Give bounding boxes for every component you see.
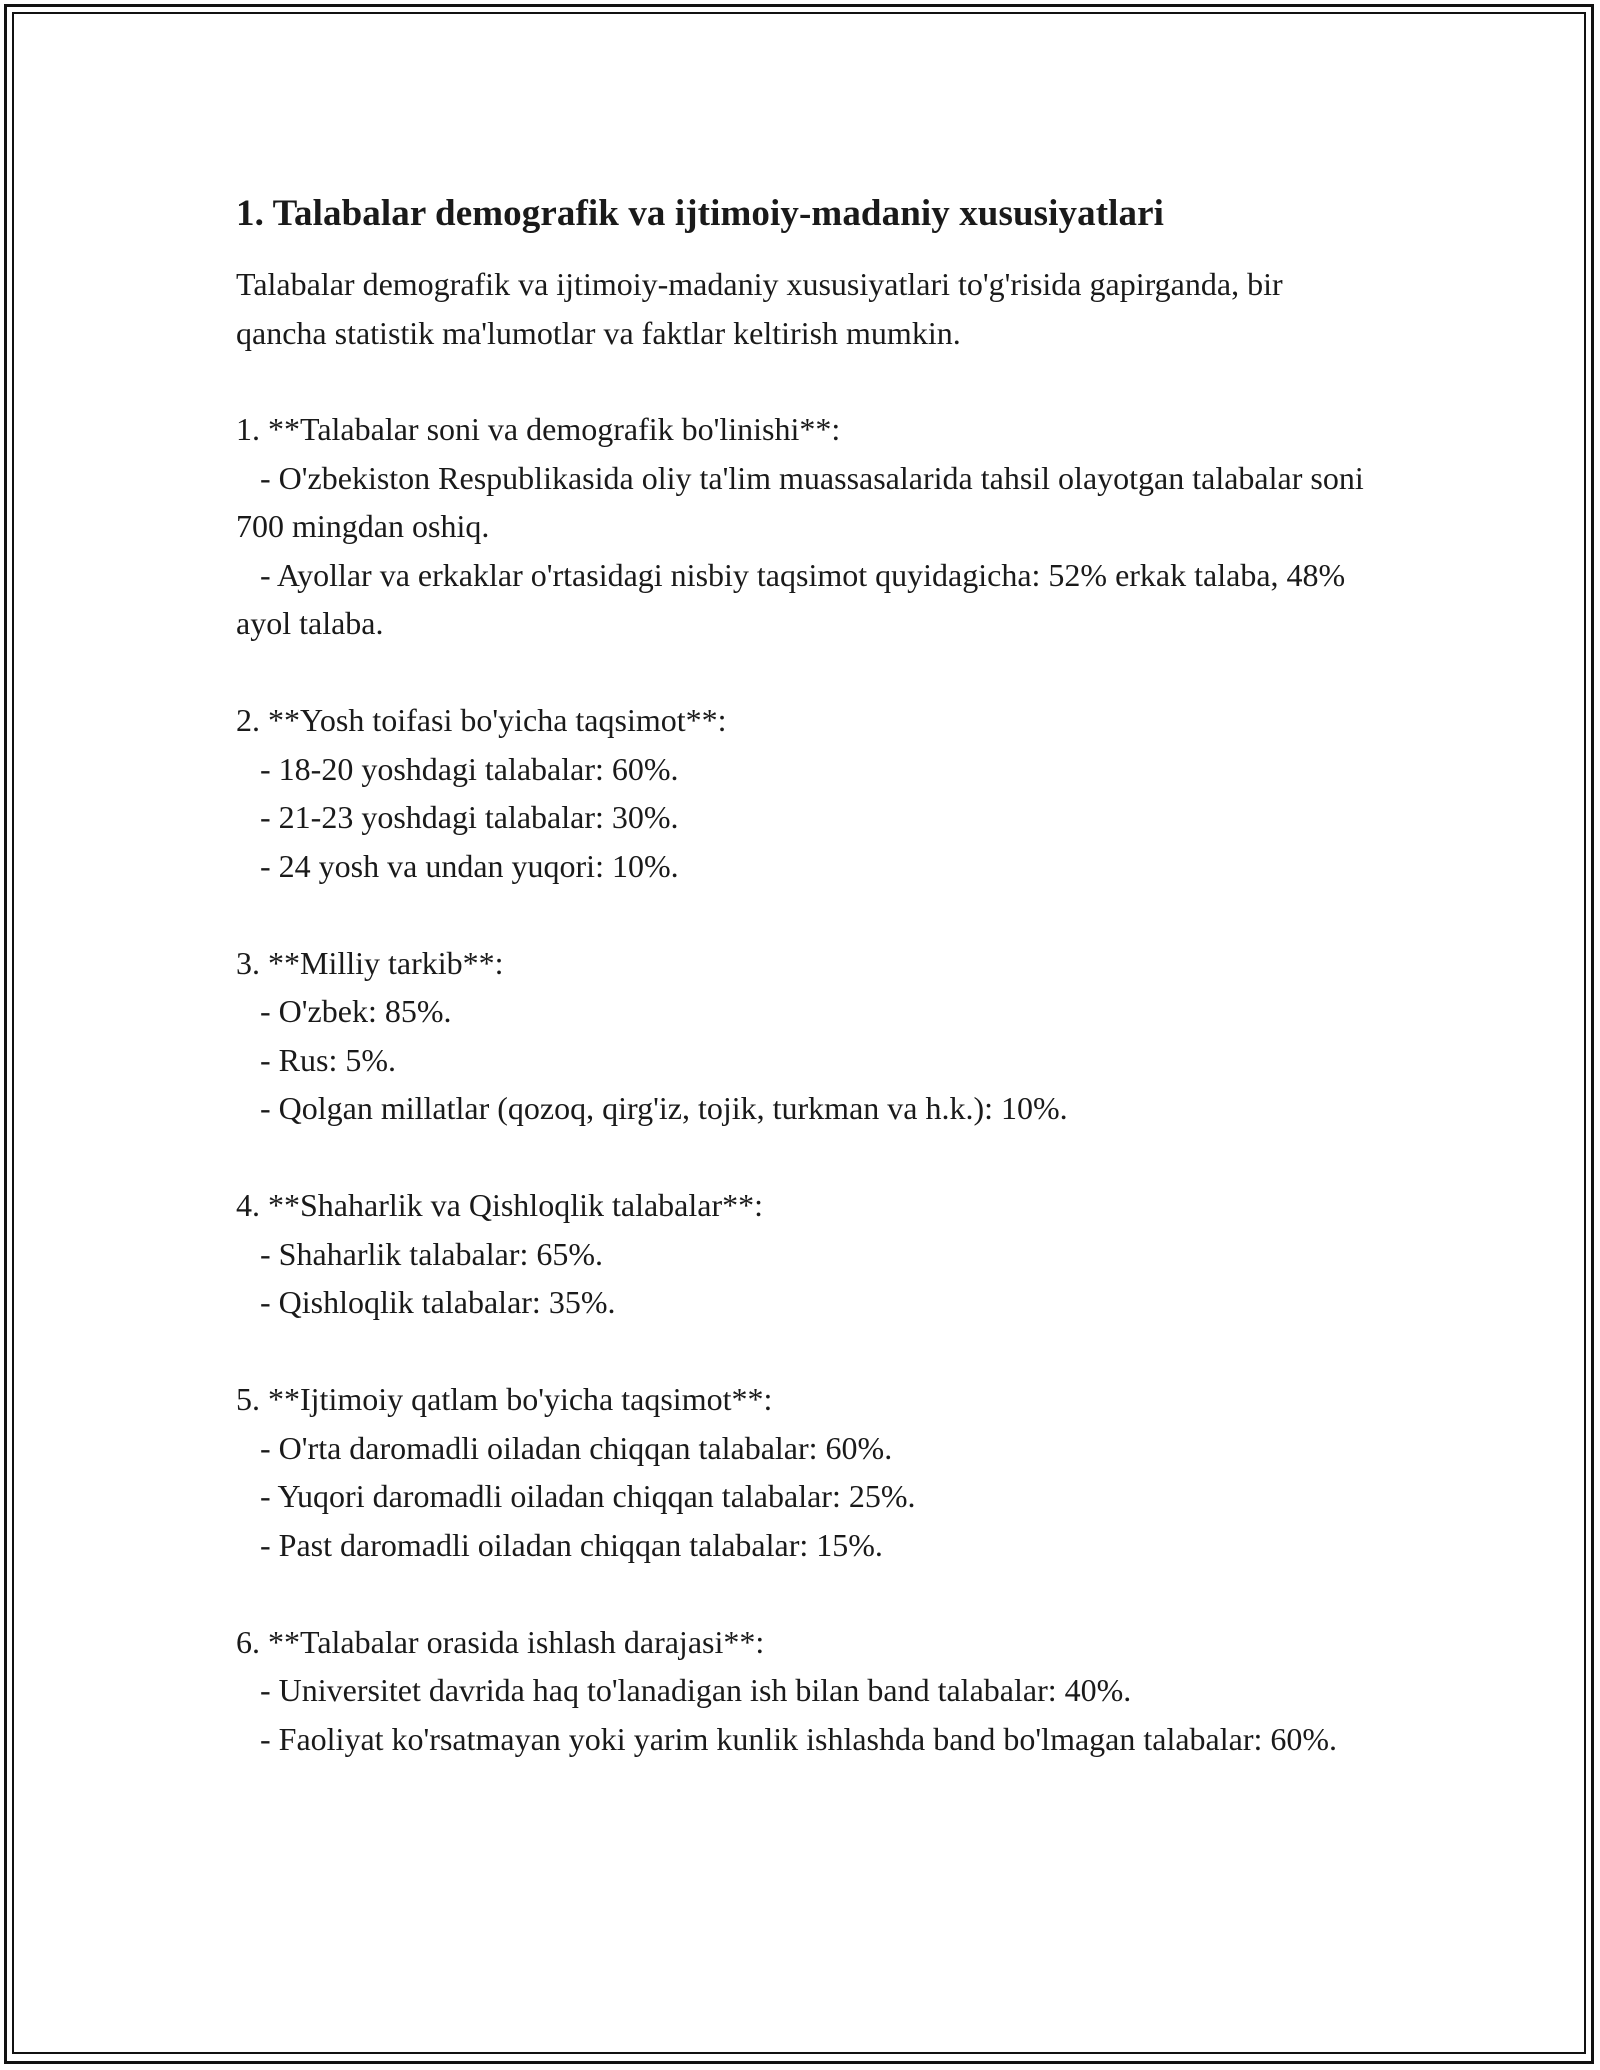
section-3 — [236, 939, 1366, 1133]
document-body — [236, 188, 1372, 1812]
list-item: - Qishloqlik talabalar: 35%. — [236, 1284, 616, 1320]
section-heading: 5. **Ijtimoiy qatlam bo'yicha taqsimot**: — [236, 1381, 773, 1417]
section-heading: 3. **Milliy tarkib**: — [236, 944, 504, 981]
section-heading: 1. **Talabalar soni va demografik bo'linishi**: — [236, 411, 841, 447]
list-item: - Universitet davrida haq to'lanadigan ish bilan band talabalar: 40%. — [236, 1672, 1132, 1708]
list-item: - Rus: 5%. — [236, 1041, 396, 1078]
list-item: - O'zbek: 85%. — [236, 993, 452, 1029]
section-6 — [236, 1618, 1366, 1764]
section-4 — [236, 1181, 1366, 1327]
section-2 — [236, 696, 1366, 890]
section-heading: 6. **Talabalar orasida ishlash darajasi**: — [236, 1623, 765, 1660]
list-item: - Shaharlik talabalar: 65%. — [236, 1235, 603, 1272]
section-heading: 2. **Yosh toifasi bo'yicha taqsimot**: — [236, 702, 727, 738]
section-5 — [236, 1375, 1366, 1569]
list-item: - 18-20 yoshdagi talabalar: 60%. — [236, 750, 679, 787]
list-item: - Ayollar va erkaklar o'rtasidagi nisbiy taqsimot quyidagicha: 52% erkak talaba, 48% ayol talaba. — [236, 556, 1354, 641]
section-heading: 4. **Shaharlik va Qishloqlik talabalar**: — [236, 1187, 763, 1223]
list-item: - Yuqori daromadli oiladan chiqqan talabalar: 25%. — [236, 1478, 916, 1514]
list-item: - Past daromadli oiladan chiqqan talabalar: 15%. — [236, 1526, 883, 1563]
list-item: - O'rta daromadli oiladan chiqqan talabalar: 60%. — [236, 1429, 893, 1466]
section-1 — [236, 405, 1372, 648]
document-title: 1. Talabalar demografik va ijtimoiy-madaniy xususiyatlari — [236, 193, 1165, 234]
list-item: - O'zbekiston Respublikasida oliy ta'lim muassasalarida tahsil olayotgan talabalar soni 700 mingdan oshiq. — [236, 459, 1372, 544]
list-item: - Faoliyat ko'rsatmayan yoki yarim kunlik ishlashda band bo'lmagan talabalar: 60%. — [236, 1720, 1338, 1757]
list-item: - Qolgan millatlar (qozoq, qirg'iz, tojik, turkman va h.k.): 10%. — [236, 1090, 1068, 1126]
list-item: - 24 yosh va undan yuqori: 10%. — [236, 847, 679, 884]
intro-paragraph: Talabalar demografik va ijtimoiy-madaniy xususiyatlari to'g'risida gapirganda, bir qancha statistik ma'lumotlar va faktlar keltirish mumkin. — [236, 266, 1283, 351]
list-item: - 21-23 yoshdagi talabalar: 30%. — [236, 799, 679, 835]
